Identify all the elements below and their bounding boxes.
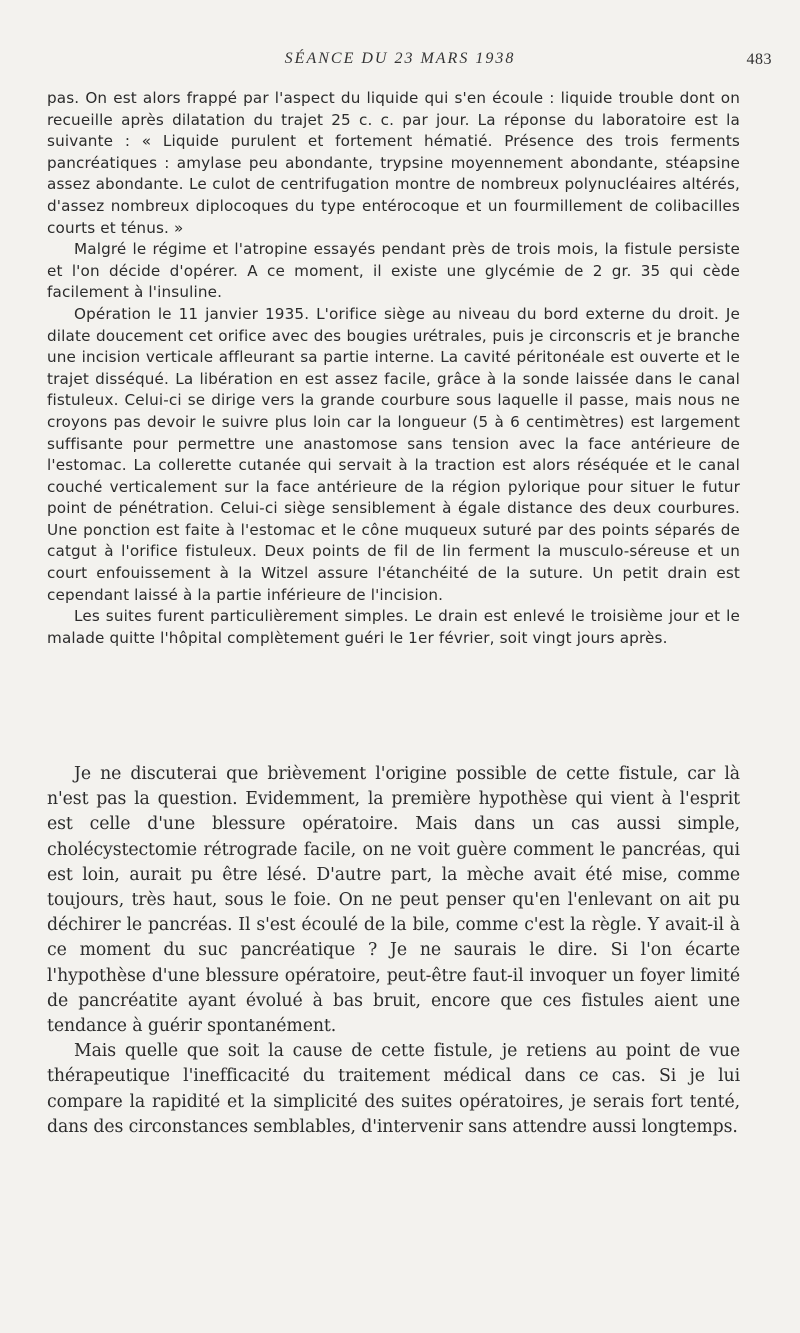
discussion-text <box>47 762 740 1140</box>
paragraph: Opération le 11 janvier 1935. L'orifice siège au niveau du bord externe du droit. Je dilate doucement cet orifice avec des bougies urétrales, puis je circonscris et je branche une incision verticale affleurant sa partie interne. La cavité péritonéale est ouverte et le trajet disséqué. La libération en est assez facile, grâce à la sonde laissée dans le canal fistuleux. Celui-ci se dirige vers la grande courbure sous laquelle il passe, mais nous ne croyons pas devoir le suivre plus loin car la longueur (5 à 6 centimètres) est largement suffisante pour permettre une anastomose sans tension avec la face antérieure de l'estomac. La collerette cutanée qui servait à la traction est alors réséquée et le canal couché verticalement sur la face antérieure de la région pylorique pour situer le futur point de pénétration. Celui-ci siège sensiblement à égale distance des deux courbures. Une ponction est faite à l'estomac et le cône muqueux suturé par des points séparés de catgut à l'orifice fistuleux. Deux points de fil de lin ferment la musculo-séreuse et un court enfouissement à la Witzel assure l'étanchéité de la suture. Un petit drain est cependant laissé à la partie inférieure de l'incision. <box>47 304 740 604</box>
paragraph: Je ne discuterai que brièvement l'origine possible de cette fistule, car là n'est pas la question. Evidemment, la première hypothèse qui vient à l'esprit est celle d'une blessure opératoire. Mais dans un cas aussi simple, cholécystectomie rétrograde facile, on ne voit guère comment le pancréas, qui est loin, aurait pu être lésé. D'autre part, la mèche avait été mise, comme toujours, très haut, sous le foie. On ne peut penser qu'en l'enlevant on ait pu déchirer le pancréas. Il s'est écoulé de la bile, comme c'est la règle. Y avait-il à ce moment du suc pancréatique ? Je ne saurais le dire. Si l'on écarte l'hypothèse d'une blessure opératoire, peut-être faut-il invoquer un foyer limité de pancréatite ayant évolué à bas bruit, encore que ces fistules aient une tendance à guérir spontanément. <box>47 764 740 1037</box>
case-report-text <box>47 88 740 649</box>
paragraph: Les suites furent particulièrement simples. Le drain est enlevé le troisième jour et le malade quitte l'hôpital complètement guéri le 1er février, soit vingt jours après. <box>47 607 740 647</box>
paragraph: Malgré le régime et l'atropine essayés pendant près de trois mois, la fistule persiste et l'on décide d'opérer. A ce moment, il existe une glycémie de 2 gr. 35 qui cède facilement à l'insuline. <box>47 240 740 302</box>
running-title: SÉANCE DU 23 MARS 1938 <box>284 50 516 67</box>
running-head <box>0 50 800 72</box>
paragraph: Mais quelle que soit la cause de cette fistule, je retiens au point de vue thérapeutique l'inefficacité du traitement médical dans ce cas. Si je lui compare la rapidité et la simplicité des suites opératoires, je serais fort tenté, dans des circonstances semblables, d'intervenir sans attendre aussi longtemps. <box>47 1041 740 1137</box>
page-number: 483 <box>746 51 772 68</box>
paragraph: pas. On est alors frappé par l'aspect du liquide qui s'en écoule : liquide trouble dont on recueille après dilatation du trajet 25 c. c. par jour. La réponse du laboratoire est la suivante : « Liquide purulent et fortement hématié. Présence des trois ferments pancréatiques : amylase peu abondante, trypsine moyennement abondante, stéapsine assez abondante. Le culot de centrifugation montre de nombreux polynucléaires altérés, d'assez nombreux diplocoques du type entérocoque et un fourmillement de colibacilles courts et ténus. » <box>47 89 740 237</box>
